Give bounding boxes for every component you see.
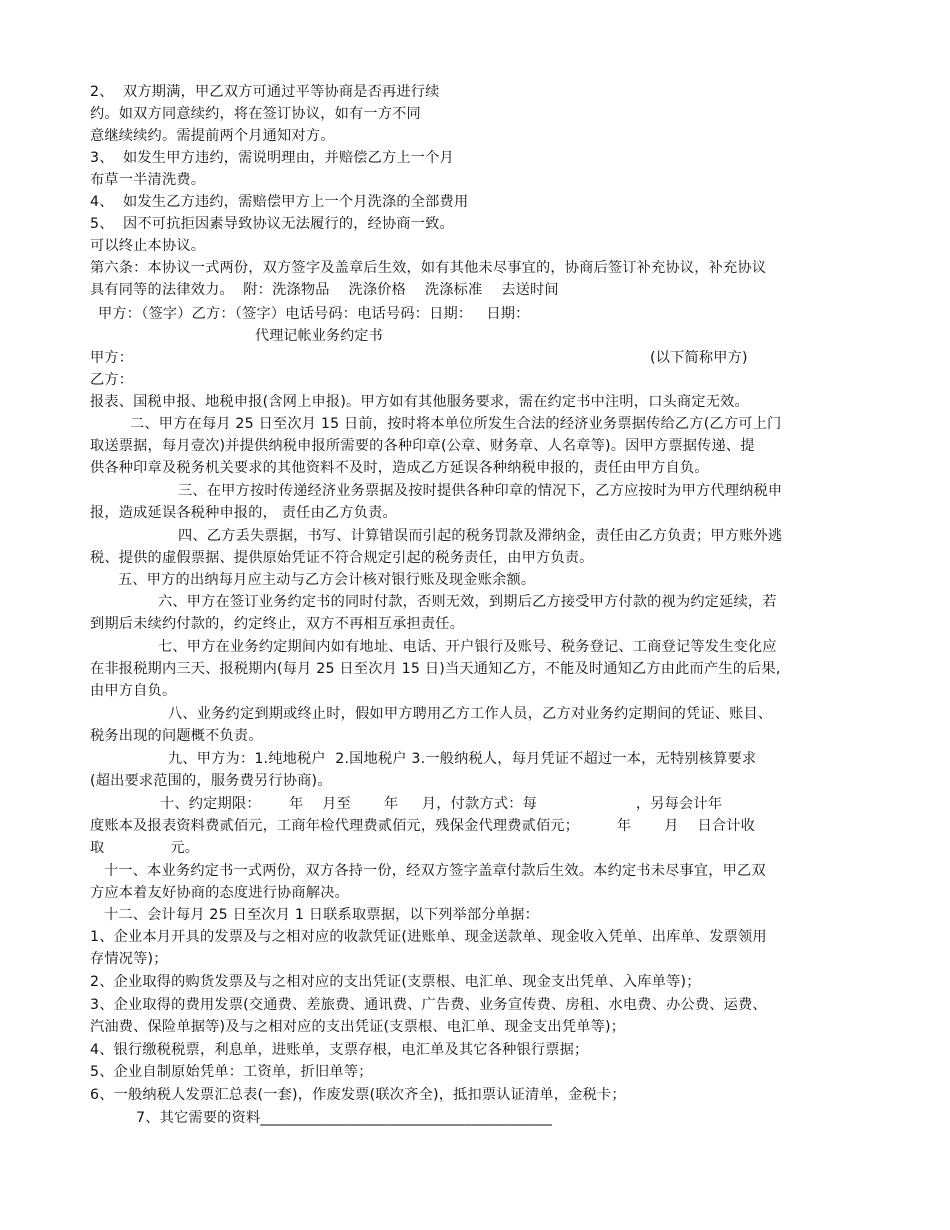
text-line: 二、甲方在每月 25 日至次月 15 日前，按时将本单位所发生合法的经济业务票据传给乙方(乙方可上门 [130,416,782,432]
text-line: 存情况等)； [90,951,168,967]
text-line: 九、甲方为：1.纯地税户 2.国地税户 3.一般纳税人，每月凭证不超过一本，无特别核算要求 [168,751,757,767]
text-line: 2、 双方期满，甲乙双方可通过平等协商是否再进行续 [90,84,440,100]
text-line: (超出要求范围的，服务费另行协商)。 [90,773,332,789]
text-line: 五、甲方的出纳每月应主动与乙方会计核对银行账及现金账余额。 [118,572,536,588]
text-line: 具有同等的法律效力。 附：洗涤物品 洗涤价格 洗涤标准 去送时间 [90,282,559,298]
text-line: 2、企业取得的购货发票及与之相对应的支出凭证(支票根、电汇单、现金支出凭单、入库单等)； [90,974,701,990]
text-line: 3、企业取得的费用发票(交通费、差旅费、通讯费、广告费、业务宣传费、房租、水电费、办公费、运费、 [90,997,767,1013]
text-line: 度账本及报表资料费贰佰元，工商年检代理费贰佰元，残保金代理费贰佰元； 年 月 日合计收 [90,818,755,834]
text-line: 在非报税期内三天、报税期内(每月 25 日至次月 15 日)当天通知乙方，不能及时通知乙方由此而产生的后果, [90,661,781,677]
text-line: 报表、国税申报、地税申报(含网上申报)。甲方如有其他服务要求，需在约定书中注明，口头商定无效。 [90,394,749,410]
text-line: 取 元。 [90,840,200,856]
text-line: 布草一半清洗费。 [90,172,206,188]
text-line: 4、银行缴税税票，利息单，进账单，支票存根，电汇单及其它各种银行票据； [90,1042,589,1058]
text-line: 由甲方自负。 [90,683,177,699]
text-line: 1、企业本月开具的发票及与之相对应的收款凭证(进账单、现金送款单、现金收入凭单、出库单、发票领用 [90,929,767,945]
text-line: 十二、会计每月 25 日至次月 1 日联系取票据，以下列举部分单据： [104,907,539,923]
text-line: 甲方： [90,350,134,366]
text-line: 3、 如发生甲方违约，需说明理由，并赔偿乙方上一个月 [90,150,454,166]
text-line: 5、 因不可抗拒因素导致协议无法履行的，经协商一致。 [90,216,454,232]
text-line: 报，造成延误各税种申报的， 责任由乙方负责。 [90,505,397,521]
text-line: 三、在甲方按时传递经济业务票据及按时提供各种印章的情况下，乙方应按时为甲方代理纳税申 [178,483,783,499]
text-line: 六、甲方在签订业务约定书的同时付款，否则无效，到期后乙方接受甲方付款的视为约定延续，若 [158,594,777,610]
text-line: 到期后未续约付款的，约定终止，双方不再相互承担责任。 [90,616,465,632]
text-line: 可以终止本协议。 [90,238,206,254]
text-line: 十一、本业务约定书一式两份，双方各持一份，经双方签字盖章付款后生效。本约定书未尽事宜，甲乙双 [104,863,766,879]
text-line: 意继续续约。需提前两个月通知对方。 [90,128,335,144]
text-line: 供各种印章及税务机关要求的其他资料不及时，造成乙方延误各种纳税申报的，责任由甲方自负。 [90,460,709,476]
text-line: 七、甲方在业务约定期间内如有地址、电话、开户银行及账号、税务登记、工商登记等发生变化应 [158,639,777,655]
text-line: 约。如双方同意续约，将在签订协议，如有一方不同 [90,106,421,122]
text-line: 汽油费、保险单据等)及与之相对应的支出凭证(支票根、电汇单、现金支出凭单等)； [90,1019,626,1035]
text-line: 方应本着友好协商的态度进行协商解决。 [90,885,349,901]
text-line: 税务出现的问题概不负责。 [90,728,263,744]
text-line: 4、 如发生乙方违约，需赔偿甲方上一个月洗涤的全部费用 [90,194,469,210]
document-title: 代理记帐业务约定书 [255,328,383,344]
text-line: 税、提供的虚假票据、提供原始凭证不符合规定引起的税务责任，由甲方负责。 [90,550,594,566]
text-line: 第六条：本协议一式两份，双方签字及盖章后生效，如有其他未尽事宜的，协商后签订补充协议，补充协议 [90,260,767,276]
text-line: 取送票据，每月壹次)并提供纳税申报所需要的各种印章(公章、财务章、人名章等)。因甲方票据传递、提 [90,438,755,454]
text-line: 四、乙方丢失票据，书写、计算错误而引起的税务罚款及滞纳金，责任由乙方负责；甲方账外逃 [178,528,783,544]
text-line: 十、约定期限： 年 月至 年 月，付款方式：每 ，另每会计年 [160,796,723,812]
text-line: 甲方：（签字）乙方：（签字）电话号码：电话号码：日期： 日期： [98,306,530,322]
text-line: 7、其它需要的资料________________________________________ [136,1110,553,1126]
text-line: 6、一般纳税人发票汇总表(一套)，作废发票(联次齐全)，抵扣票认证清单，金税卡； [90,1087,626,1103]
text-line: (以下简称甲方) [650,350,748,366]
text-line: 八、业务约定到期或终止时，假如甲方聘用乙方工作人员，乙方对业务约定期间的凭证、账目、 [168,706,773,722]
text-line: 乙方： [90,372,134,388]
text-line: 5、企业自制原始凭单：工资单，折旧单等； [90,1064,373,1080]
